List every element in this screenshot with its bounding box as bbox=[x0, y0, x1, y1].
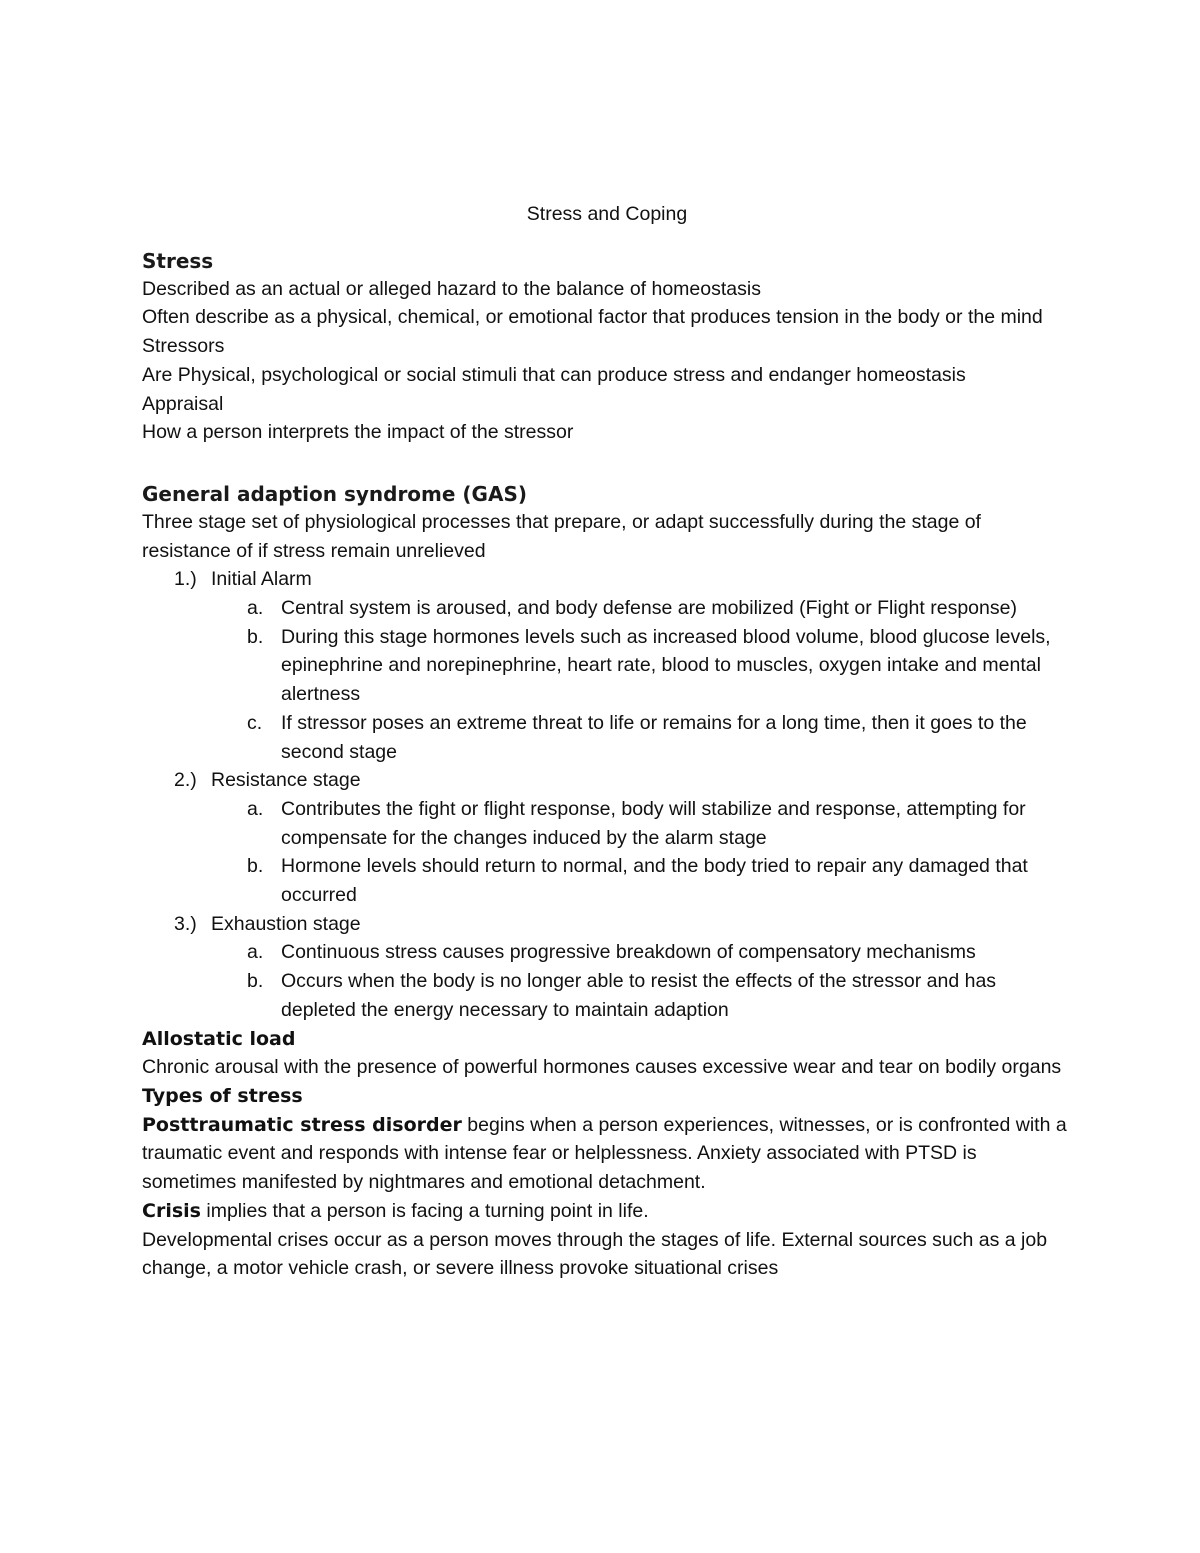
stage-item bbox=[142, 565, 1072, 594]
stress-line: Appraisal bbox=[142, 392, 224, 415]
sub-text: If stressor poses an extreme threat to life or remains for a long time, then it goes to the second stage bbox=[281, 711, 1027, 763]
sub-item bbox=[142, 938, 1072, 967]
stress-line: Described as an actual or alleged hazard to the balance of homeostasis bbox=[142, 277, 761, 300]
ptsd-paragraph bbox=[142, 1111, 1072, 1197]
sub-item bbox=[142, 594, 1072, 623]
sub-item bbox=[142, 967, 1072, 1024]
sub-item bbox=[142, 795, 1072, 852]
stage-label: Resistance stage bbox=[211, 769, 361, 792]
stress-heading: Stress bbox=[142, 248, 214, 273]
sub-item bbox=[142, 852, 1072, 909]
crisis-text: implies that a person is facing a turning point in life. bbox=[200, 1199, 649, 1222]
crisis-term: Crisis bbox=[142, 1199, 201, 1222]
gas-heading: General adaption syndrome (GAS) bbox=[142, 481, 527, 506]
document-page bbox=[142, 200, 1072, 1283]
developmental-paragraph: Developmental crises occur as a person moves through the stages of life. External sources such as a job change, a motor vehicle crash, or severe illness provoke situational crises bbox=[142, 1228, 1048, 1280]
ptsd-text: begins when a person experiences, witnesses, or is confronted with a traumatic event and responds with intense fear or helplessness. Anxiety associated with PTSD is sometimes manifested by nightmares and emotional detachment. bbox=[142, 1113, 1067, 1194]
stress-line: Often describe as a physical, chemical, or emotional factor that produces tension in the body or the mind bbox=[142, 306, 1043, 329]
sub-text: Continuous stress causes progressive breakdown of compensatory mechanisms bbox=[281, 941, 976, 964]
sub-text: Hormone levels should return to normal, and the body tried to repair any damaged that occurred bbox=[281, 855, 1028, 907]
sub-text: Occurs when the body is no longer able to resist the effects of the stressor and has depleted the energy necessary to maintain adaption bbox=[281, 970, 997, 1021]
sub-letter: a. bbox=[247, 941, 264, 964]
ptsd-term: Posttraumatic stress disorder bbox=[142, 1113, 462, 1136]
sub-letter: a. bbox=[247, 597, 264, 620]
gas-intro: Three stage set of physiological processes that prepare, or adapt successfully during the stage of resistance of if stress remain unrelieved bbox=[142, 510, 981, 562]
stage-item bbox=[142, 910, 1072, 939]
stress-line: Stressors bbox=[142, 335, 225, 358]
types-heading: Types of stress bbox=[142, 1084, 303, 1107]
allostatic-text: Chronic arousal with the presence of powerful hormones causes excessive wear and tear on bodily organs bbox=[142, 1056, 1062, 1079]
stress-line: How a person interprets the impact of the stressor bbox=[142, 421, 574, 444]
stage-label: Initial Alarm bbox=[211, 568, 312, 591]
document-title: Stress and Coping bbox=[526, 203, 688, 225]
stage-number: 1.) bbox=[174, 568, 197, 591]
allostatic-heading: Allostatic load bbox=[142, 1027, 296, 1050]
sub-letter: b. bbox=[247, 855, 264, 878]
stage-number: 3.) bbox=[174, 912, 197, 935]
sub-text: During this stage hormones levels such as increased blood volume, blood glucose levels, epinephrine and norepinephrine, heart rate, blood to muscles, oxygen intake and mental alertness bbox=[281, 625, 1051, 706]
sub-text: Central system is aroused, and body defense are mobilized (Fight or Flight response) bbox=[281, 597, 1017, 620]
stress-line: Are Physical, psychological or social stimuli that can produce stress and endanger homeostasis bbox=[142, 363, 966, 386]
sub-item bbox=[142, 709, 1072, 766]
crisis-paragraph bbox=[142, 1197, 1072, 1226]
sub-letter: b. bbox=[247, 625, 264, 648]
sub-letter: b. bbox=[247, 970, 264, 993]
sub-text: Contributes the fight or flight response, body will stabilize and response, attempting for compensate for the changes induced by the alarm stage bbox=[281, 797, 1026, 849]
sub-letter: c. bbox=[247, 711, 263, 734]
sub-letter: a. bbox=[247, 797, 264, 820]
stage-item bbox=[142, 766, 1072, 795]
sub-item bbox=[142, 623, 1072, 709]
stage-number: 2.) bbox=[174, 769, 197, 792]
stage-label: Exhaustion stage bbox=[211, 912, 361, 935]
